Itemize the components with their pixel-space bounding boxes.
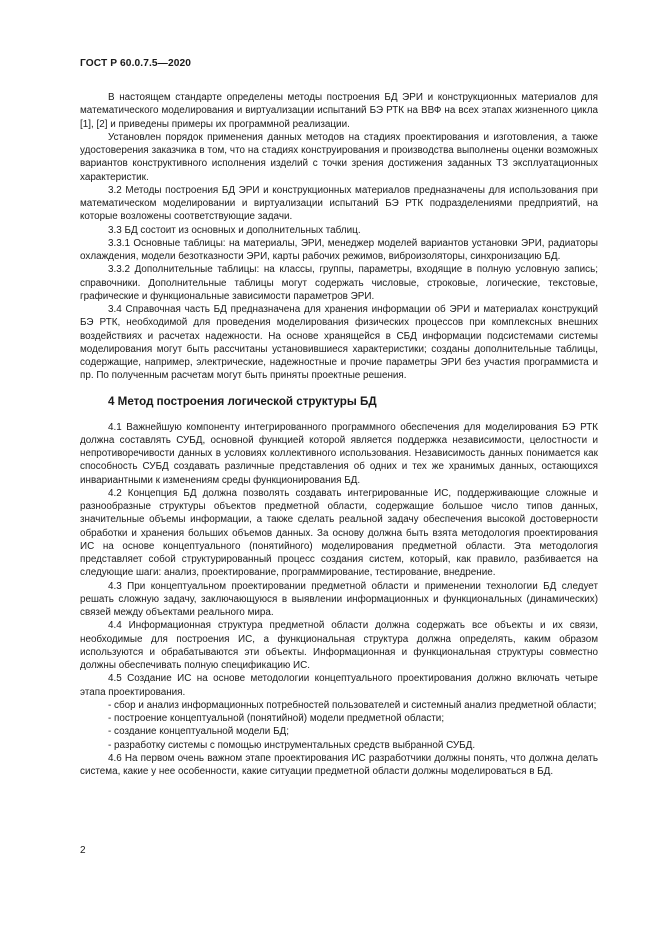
document-body: [80, 91, 598, 778]
spacer: [80, 410, 598, 421]
paragraph-4-3: 4.3 При концептуальном проектировании предметной области и применении технологии БД следует решать сложную задачу, заключающуюся в выявлении информационных и функциональных (динамических) связей между объектами реального мира.: [80, 580, 598, 618]
standard-designation: ГОСТ Р 60.0.7.5—2020: [80, 58, 192, 69]
section-heading-4: 4 Метод построения логической структуры БД: [108, 394, 377, 408]
paragraph-3-3-1: 3.3.1 Основные таблицы: на материалы, ЭРИ, менеджер моделей вариантов установки ЭРИ, радиаторы охлаждения, модели безотказности ЭРИ, карты рабочих режимов, виброизоляторы, синхронизацию БД.: [80, 237, 598, 262]
page-number: 2: [80, 845, 86, 856]
paragraph-4-2: 4.2 Концепция БД должна позволять создавать интегрированные ИС, поддерживающие сложные и разнообразные структуры объектов предметной области, содержащие большое число типов данных, значительные объемы информации, а также сделать реальной задачу обеспечения высокой достоверности обработки и хранения больших объемов данных. За основу должна быть взята методология проектирования ИС на основе концептуального (понятийного) моделирования предметной области. Эта методология представляет собой структурированный процесс создания систем, который, как правило, разбивается на следующие шаги: анализ, проектирование, программирование, тестирование, внедрение.: [80, 487, 598, 579]
list-item-stage-4: - разработку системы с помощью инструментальных средств выбранной СУБД.: [108, 739, 476, 751]
paragraph-3-3: 3.3 БД состоит из основных и дополнительных таблиц.: [108, 224, 361, 236]
paragraph-3-2: 3.2 Методы построения БД ЭРИ и конструкционных материалов предназначены для использования при математическом моделировании и виртуализации испытаний БЭ РТК подразделениями предприятий, на которые возложены соответствующие задачи.: [80, 184, 598, 223]
paragraph-4-6: 4.6 На первом очень важном этапе проектирования ИС разработчики должны понять, что должна делать система, какие у нее особенности, какие ситуации предметной области должны моделироваться в БД.: [80, 752, 598, 777]
list-item-stage-2: - построение концептуальной (понятийной) модели предметной области;: [108, 713, 445, 724]
paragraph-3-4: 3.4 Справочная часть БД предназначена для хранения информации об ЭРИ и материалах конструкций БЭ РТК, необходимой для проведения моделирования физических процессов при комплексных внешних воздействиях и расчетах надежности. На основе хранящейся в СБД информации подсистемами системы моделирования могут быть рассчитаны установившиеся характеристики; созданы дополнительные таблицы, содержащие, например, электрические, надежностные и прочие параметры ЭРИ без участия программиста и пр. По полученным расчетам могут быть приняты проектные решения.: [80, 304, 598, 382]
spacer: [80, 383, 598, 394]
list-item-stage-3: - создание концептуальной модели БД;: [108, 726, 289, 738]
paragraph-4-1: 4.1 Важнейшую компоненту интегрированного программного обеспечения для моделирования БЭ РТК должна составлять СУБД, основной функцией которой является поддержка независимости, целостности и непротиворечивости данных в условиях коллективного использования. Независимость данных понимается как способность СУБД создавать различные представления об одних и тех же хранимых данных, остающихся инвариантными к изменениям среды функционирования БД.: [80, 421, 598, 486]
paragraph-4-4: 4.4 Информационная структура предметной области должна содержать все объекты и их связи, необходимые для построения ИС, а функциональная структура должна определять, каким образом используются и обрабатываются эти объекты. Информационная и функциональная структуры совместно должны обеспечивать полную спецификацию ИС.: [80, 620, 598, 671]
paragraph-4-5: 4.5 Создание ИС на основе методологии концептуального проектирования должно включать четыре этапа проектирования.: [80, 673, 598, 698]
paragraph-3-3-2: 3.3.2 Дополнительные таблицы: на классы, группы, параметры, входящие в полную условную запись; справочники. Дополнительные таблицы могут содержать числовые, строковые, логические, текстовые, графические и функциональные зависимости параметров ЭРИ.: [80, 264, 598, 302]
list-item-stage-1: - сбор и анализ информационных потребностей пользователей и системный анализ предметной области;: [108, 699, 597, 711]
paragraph-intro-2: Установлен порядок применения данных методов на стадиях проектирования и изготовления, а также удостоверения заказчика в том, что на стадиях конструирования и производства выполнены оценки возможных вариантов конструктивного исполнения изделий с точки зрения достижения заданных ТЗ эксплуатационных характеристик.: [80, 131, 598, 183]
paragraph-intro-1: В настоящем стандарте определены методы построения БД ЭРИ и конструкционных материалов для математического моделирования и виртуализации испытаний БЭ РТК на ВВФ на всех этапах жизненного цикла [1], [2] и приведены примеры их программной реализации.: [80, 92, 598, 130]
